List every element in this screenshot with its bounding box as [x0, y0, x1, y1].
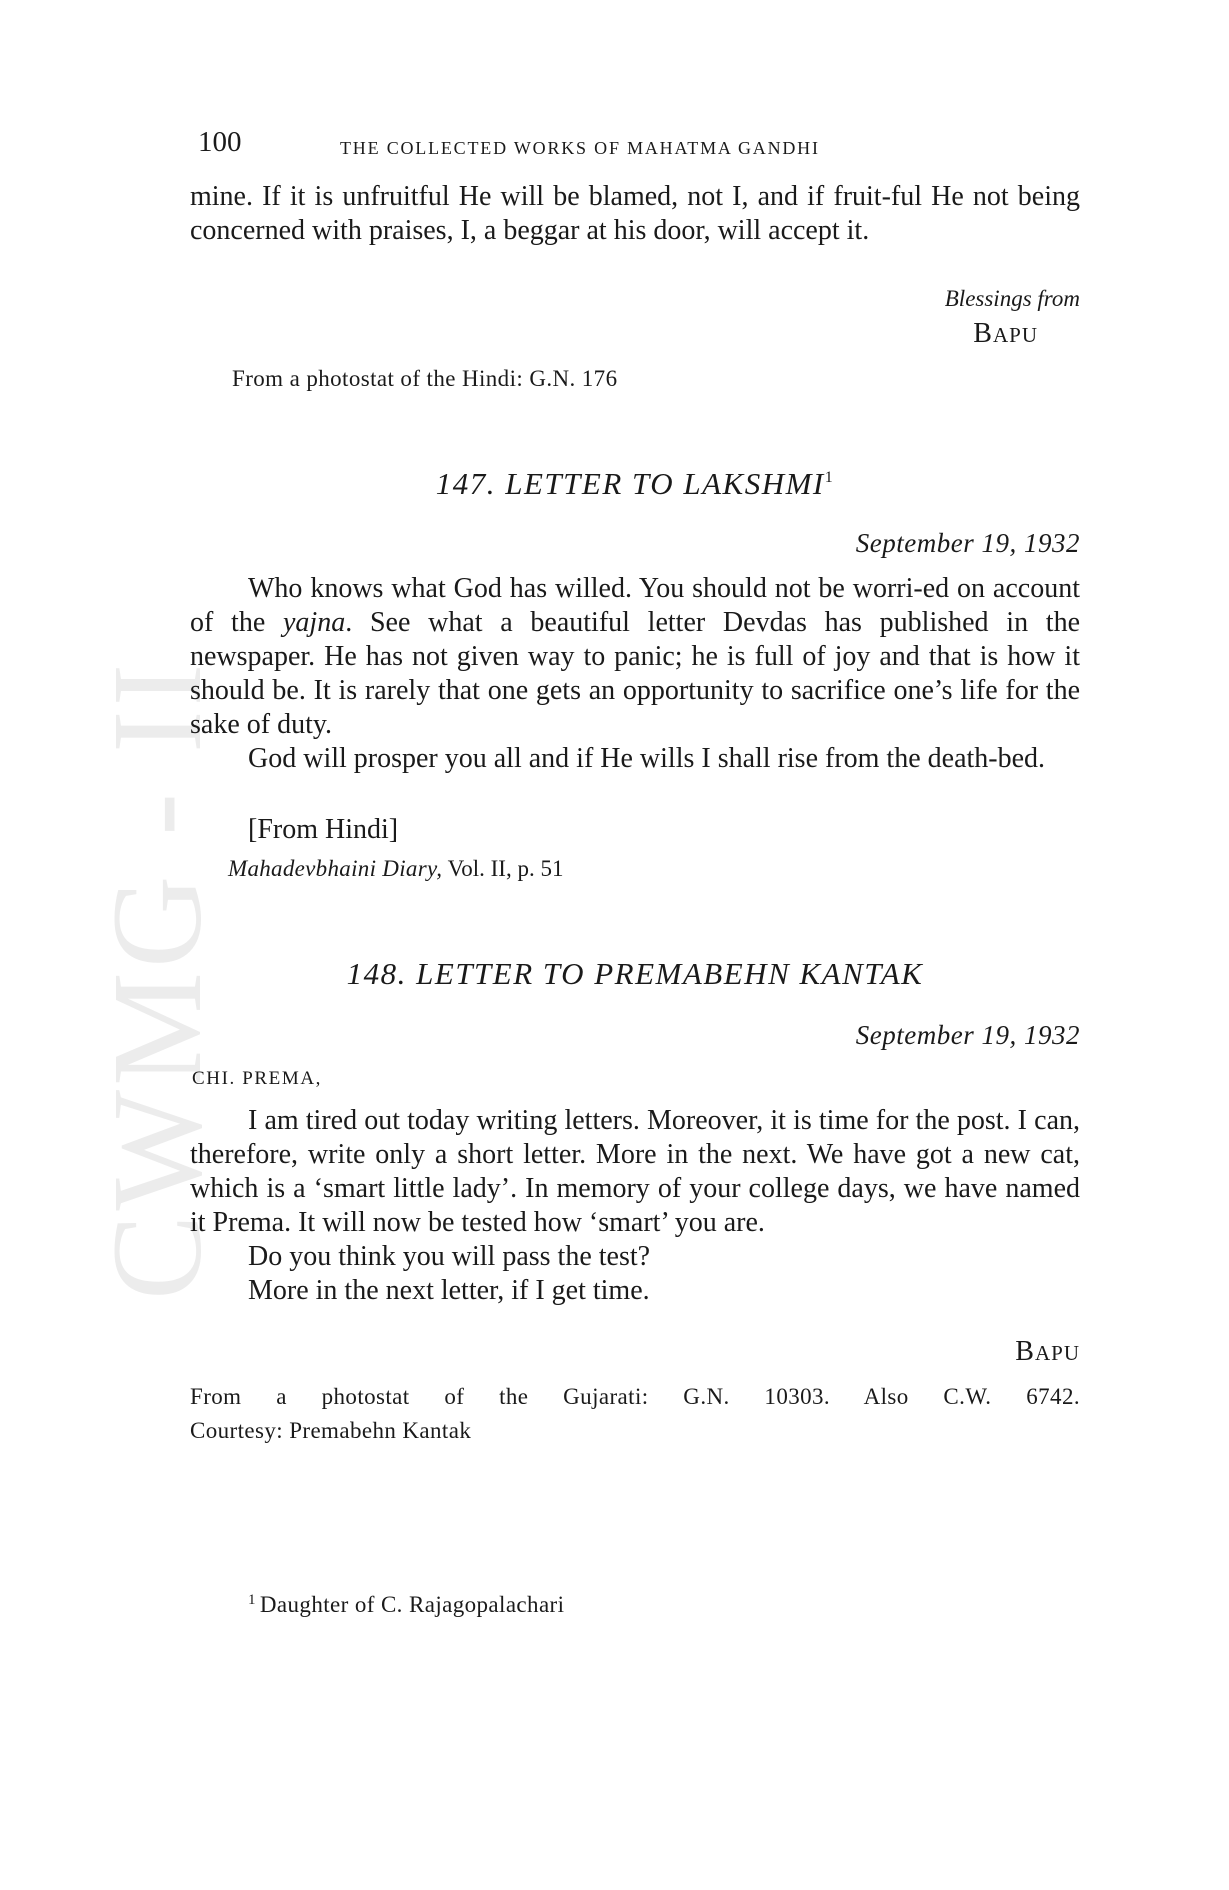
footnote-text: Daughter of C. Rajagopalachari: [259, 1592, 565, 1617]
letter-148-heading: 148. LETTER TO PREMABEHN KANTAK: [346, 956, 924, 991]
watermark-text: CWMG - II: [86, 659, 228, 1300]
letter-148-paragraph-1: I am tired out today writing letters. Moreover, it is time for the post. I can, therefore, write only a short letter. More in the next. We have got a new cat, which is a ‘smart little lady’. In memory of your college days, we have named it Prema. It will now be tested how ‘smart’ you are.: [190, 1105, 1080, 1238]
running-head: THE COLLECTED WORKS OF MAHATMA GANDHI: [340, 138, 820, 158]
letter-147-heading: [190, 466, 1080, 502]
signature-rest: APU: [1034, 1341, 1080, 1365]
letter-148-line-2: Do you think you will pass the test?: [248, 1241, 651, 1272]
citation: [228, 856, 563, 882]
page-number: 100: [198, 126, 242, 158]
para-text: Who knows what God has willed. You should not be worri-ed on account of the: [190, 573, 1080, 638]
letter-147-paragraph-2: God will prosper you all and if He wills I shall rise from the death-bed.: [248, 743, 1046, 774]
para-text-rest: . See what a beautiful letter Devdas has published in the newspaper. He has not given way to panic; he is full of joy and that is how it should be. It is rarely that one gets an opportunity to sacrifice one’s life for the sake of duty.: [190, 607, 1081, 740]
courtesy-note: Courtesy: Premabehn Kantak: [190, 1418, 472, 1443]
letter-148-line-3: More in the next letter, if I get time.: [248, 1275, 650, 1306]
signature-rest: APU: [992, 323, 1038, 347]
salutation: CHI. PREMA,: [192, 1068, 323, 1089]
signature-bapu-2: [1015, 1336, 1080, 1368]
letter-147-body: [190, 572, 1080, 776]
closing-blessings: Blessings from: [944, 286, 1080, 311]
para-italic: yajna: [283, 607, 346, 638]
signature-initial: B: [1015, 1336, 1035, 1367]
letter-147-paragraph-1: [190, 572, 1080, 742]
citation-title: Mahadevbhaini Diary,: [228, 856, 443, 881]
letter-148-date: September 19, 1932: [855, 1020, 1080, 1050]
letter-148-body: [190, 1104, 1080, 1308]
footnote: [248, 1592, 564, 1618]
letter-147-date: September 19, 1932: [855, 528, 1080, 558]
footnote-reference: 1: [824, 469, 835, 486]
signature-bapu: [973, 318, 1038, 350]
signature-initial: B: [973, 318, 993, 349]
continuation-paragraph: mine. If it is unfruitful He will be blamed, not I, and if fruit-ful He not being concerned with praises, I, a beggar at his door, will accept it.: [190, 181, 1080, 246]
footnote-mark: 1: [248, 1592, 256, 1608]
letter-147-title: 147. LETTER TO LAKSHMI: [435, 466, 825, 501]
citation-detail: Vol. II, p. 51: [442, 856, 564, 881]
source-note: From a photostat of the Hindi: G.N. 176: [232, 366, 618, 391]
source-note-2: From a photostat of the Gujarati: G.N. 10303. Also C.W. 6742.: [190, 1384, 1080, 1409]
bracket-note: [From Hindi]: [248, 814, 399, 845]
